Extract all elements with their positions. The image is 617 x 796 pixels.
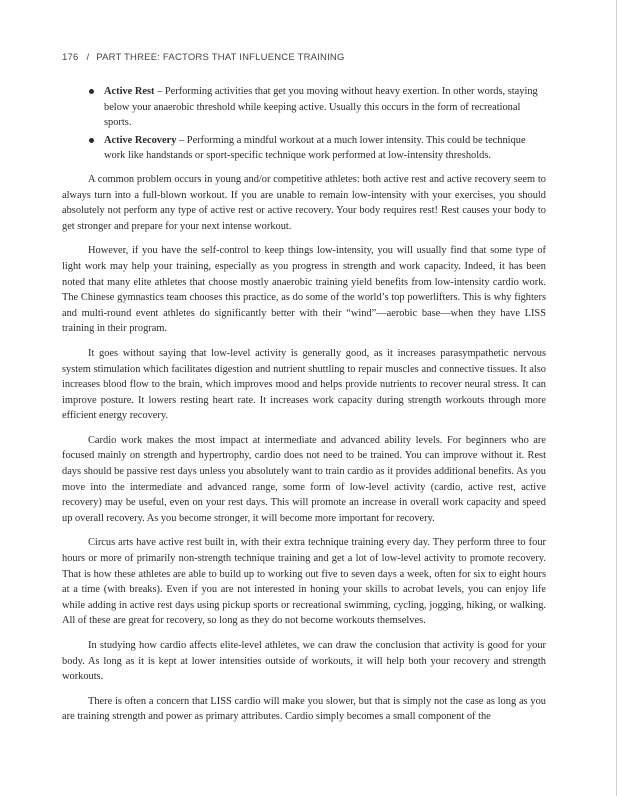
- bullet-dot-icon: [89, 89, 94, 94]
- bullet-term: Active Rest: [104, 86, 155, 97]
- bullet-dot-icon: [89, 138, 94, 143]
- header-separator: /: [86, 52, 90, 63]
- page-number: 176: [62, 52, 79, 63]
- paragraph: However, if you have the self-control to keep things low-intensity, you will usually find that some type of light work may help your training, especially as you progress in strength and work capacity. Indeed, it has been noted that many elite athletes that choose mostly anaerobic training yield benefits from low-intensity cardio work. The Chinese gymnastics team chooses this practice, as do some of the world’s top powerlifters. This is why fighters and multi-round event athletes do significantly better with their “wind”—aerobic base—when they have LISS training in their program.: [62, 245, 546, 335]
- running-header: [62, 52, 345, 63]
- paragraph: Cardio work makes the most impact at intermediate and advanced ability levels. For beginners who are focused mainly on strength and hypertrophy, cardio does not need to be trained. You can improve without it. Rest days should be passive rest days unless you absolutely want to train cardio as it provides additional benefits. As you move into the intermediate and advanced range, some form of low-level activity (cardio, active rest, active recovery) may be useful, even on your rest days. This will promote an increase in overall work capacity and speed up overall recovery. As you become stronger, it will become more important for recovery.: [62, 434, 546, 524]
- paragraph: A common problem occurs in young and/or competitive athletes: both active rest and active recovery seem to always turn into a full-blown workout. If you are unable to remain low-intensity with your exercises, you should absolutely not perform any type of active rest or active recovery. Your body requires rest! Rest causes your body to get stronger and prepare for your next intense workout.: [62, 173, 546, 232]
- running-title: PART THREE: FACTORS THAT INFLUENCE TRAINING: [96, 52, 345, 63]
- bullet-item-active-rest: [62, 84, 546, 131]
- paragraph: It goes without saying that low-level activity is generally good, as it increases parasympathetic nervous system stimulation which facilitates digestion and nutrient shuttling to repair muscles and connective tissues. It also increases blood flow to the brain, which improves mood and helps provide nutrients to recover neural stress. It can improve posture. It lowers resting heart rate. It increases work capacity during strength workouts through more efficient energy recovery.: [62, 347, 546, 422]
- body-text: [62, 84, 546, 725]
- paragraph: Circus arts have active rest built in, with their extra technique training every day. They perform three to four hours or more of primarily non-strength technique training and get a lot of low-level activity to promote recovery. That is how these athletes are able to build up to working out five to seven days a week, often for six to eight hours at a time (with breaks). Even if you are not interested in honing your skills to acrobat levels, you can enjoy life while adding in active rest days using pickup sports or recreational swimming, cycling, jogging, hiking, or walking. All of these are great for recovery, so long as they do not become workouts themselves.: [62, 537, 546, 627]
- bullet-term: Active Recovery: [104, 134, 177, 146]
- paragraph: There is often a concern that LISS cardio will make you slower, but that is simply not the case as long as you are training strength and power as primary attributes. Cardio simply becomes a small component of the: [62, 695, 546, 723]
- bullet-definition: – Performing a mindful workout at a much lower intensity. This could be technique work like handstands or sport-specific technique work performed at low-intensity thresholds.: [104, 134, 526, 162]
- bullet-definition: – Performing activities that get you moving without heavy exertion. In other words, staying below your anaerobic threshold while keeping active. Usually this occurs in the form of recreational sports.: [104, 86, 538, 129]
- bullet-item-active-recovery: [62, 133, 546, 164]
- definition-list: [62, 84, 546, 164]
- paragraph: In studying how cardio affects elite-level athletes, we can draw the conclusion that activity is good for your body. As long as it is kept at lower intensities outside of workouts, it will help both your recovery and strength workouts.: [62, 640, 546, 683]
